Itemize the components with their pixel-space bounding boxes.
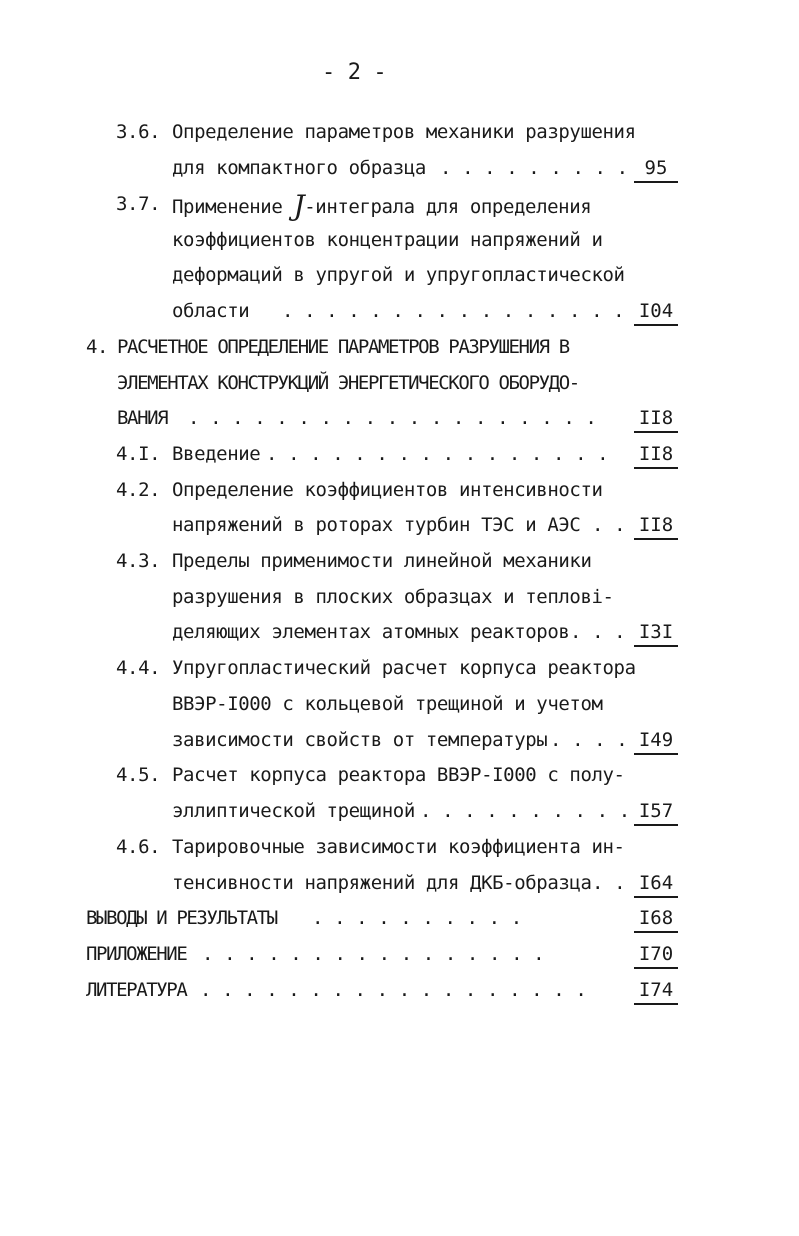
toc-ch4-title-line2: ЭЛЕМЕНТАХ КОНСТРУКЦИЙ ЭНЕРГЕТИЧЕСКОГО ОБОРУДО- [117,372,579,394]
toc-3-7-number: 3.7. [116,193,161,215]
toc-appendix-title: ПРИЛОЖЕНИЕ [86,943,187,965]
toc-3-7-title-line2: коэффициентов концентрации напряжений и [172,229,603,251]
toc-4-1-title-line1: Введение [172,443,261,465]
toc-4-2-title-line2: напряжений в роторах турбин ТЭС и АЭС [172,514,581,536]
toc-4-4-page: I49 [634,729,678,755]
toc-literature-title: ЛИТЕРАТУРА [86,979,187,1001]
toc-4-5-number: 4.5. [116,764,161,786]
leader-dots: . . . . . . . . . . [420,800,630,822]
toc-ch4-title-line3: ВАНИЯ [117,407,168,429]
leader-dots: . . [592,514,626,536]
toc-3-7-title-line3: деформаций в упругой и упругопластической [172,264,625,286]
leader-dots: . . [592,872,626,894]
leader-dots: . . . . . . . . . [440,157,628,179]
toc-4-3-title-line2: разрушения в плоских образцах и теплові- [172,586,614,608]
toc-4-5-page: I57 [634,800,678,826]
leader-dots: . . . . . . . . . . . . . . . . . . [200,979,587,1001]
toc-4-2-title-line1: Определение коэффициентов интенсивности [172,479,603,501]
leader-dots: . . . . . . . . . . . . . . . . . . . [188,407,597,429]
toc-conclusions-title: ВЫВОДЫ И РЕЗУЛЬТАТЫ [86,907,277,929]
toc-4-6-page: I64 [634,872,678,898]
toc-4-1-number: 4.I. [116,443,161,465]
leader-dots: . . . . . . . . . . . . . . . . [282,300,625,322]
toc-3-7-page: I04 [634,300,678,326]
toc-4-5-title-line1: Расчет корпуса реактора ВВЭР-I000 с полу- [172,764,625,786]
toc-4-6-title-line2: тенсивности напряжений для ДКБ-образца [172,872,592,894]
toc-conclusions-page: I68 [634,907,678,933]
toc-4-6-number: 4.6. [116,836,161,858]
toc-3-7-title-line1: Применение J-интеграла для определения [172,189,592,222]
toc-4-4-title-line1: Упругопластический расчет корпуса реактора [172,657,636,679]
leader-dots: . . . . . . . . . . . . . . . . [202,943,545,965]
toc-4-6-title-line1: Тарировочные зависимости коэффициента ин- [172,836,625,858]
toc-4-2-page: II8 [634,514,678,540]
leader-dots: . . . . [550,729,628,751]
toc-3-6-title-line2: для компактного образца [172,157,426,179]
toc-4-4-title-line2: ВВЭР-I000 с кольцевой трещиной и учетом [172,693,603,715]
toc-4-2-number: 4.2. [116,479,161,501]
toc-3-6-title-line1: Определение параметров механики разрушения [172,121,636,143]
toc-3-7-title-line4: области [172,300,250,322]
toc-4-3-title-line3: деляющих элементах атомных реакторов [172,621,570,643]
toc-4-5-title-line2: эллиптической трещиной [172,800,415,822]
toc-4-3-page: I3I [634,621,678,647]
toc-4-3-number: 4.3. [116,550,161,572]
toc-4-4-title-line3: зависимости свойств от температуры [172,729,548,751]
leader-dots: . . . . . . . . . . [312,907,522,929]
leader-dots: . . . [570,621,626,643]
toc-4-3-title-line1: Пределы применимости линейной механики [172,550,592,572]
toc-4-4-number: 4.4. [116,657,161,679]
j-integral-symbol: J [293,189,305,222]
toc-appendix-page: I70 [634,943,678,969]
page-number: - 2 - [322,60,387,85]
toc-literature-page: I74 [634,979,678,1005]
toc-4-1-page: II8 [634,443,678,469]
toc-ch4-title-line1: РАСЧЕТНОЕ ОПРЕДЕЛЕНИЕ ПАРАМЕТРОВ РАЗРУШЕНИЯ В [117,336,569,358]
toc-ch4-number: 4. [86,336,109,358]
leader-dots: . . . . . . . . . . . . . . . . [266,443,609,465]
toc-3-6-number: 3.6. [116,121,161,143]
toc-3-6-page: 95 [634,157,678,183]
toc-ch4-page: II8 [634,407,678,433]
